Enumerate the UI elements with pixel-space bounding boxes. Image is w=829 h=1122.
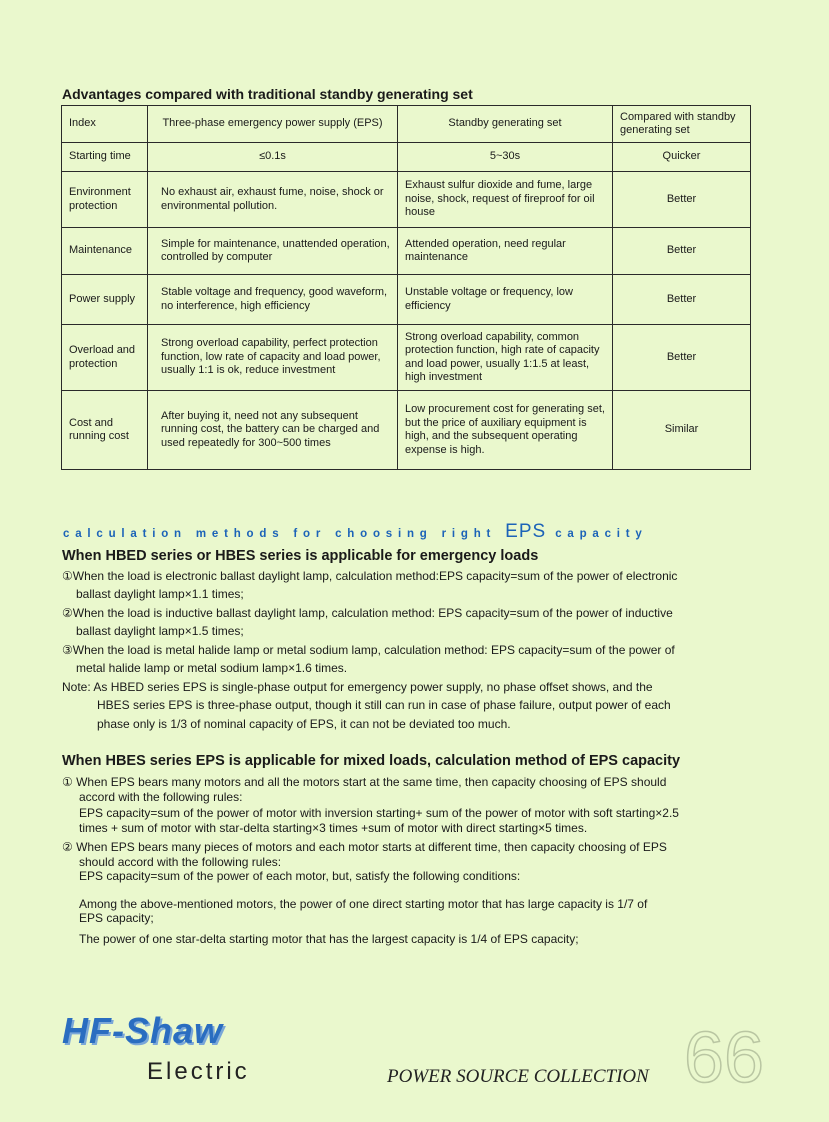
calc-heading-suffix: capacity — [555, 528, 648, 540]
page-number: 66 — [684, 1018, 765, 1098]
table-row — [62, 172, 751, 228]
table-header-row — [62, 106, 751, 143]
table-cell: 5~30s — [398, 143, 613, 172]
table-cell: Overload and protection — [62, 325, 148, 391]
note-line: HBES series EPS is three-phase output, though it still can run in case of phase failure, output power of each — [97, 698, 671, 712]
note-line: phase only is 1/3 of nominal capacity of EPS, it can not be deviated too much. — [97, 717, 511, 731]
footer-label: POWER SOURCE COLLECTION — [387, 1066, 649, 1087]
table-cell: ≤0.1s — [148, 143, 398, 172]
table-cell: Better — [613, 172, 751, 228]
table-cell: Maintenance — [62, 228, 148, 275]
header-cell: Index — [62, 106, 148, 143]
table-cell: Exhaust sulfur dioxide and fume, large noise, shock, request of fireproof for oil house — [398, 172, 613, 228]
body-line: accord with the following rules: — [79, 790, 243, 804]
table-cell: Strong overload capability, common protection function, high rate of capacity and load power, usually 1:1.5 at least, high investment — [398, 325, 613, 391]
section-heading: When HBED series or HBES series is applicable for emergency loads — [62, 548, 539, 564]
header-cell: Standby generating set — [398, 106, 613, 143]
body-line: times + sum of motor with star-delta starting×3 times +sum of motor with direct starting×5 times. — [79, 821, 588, 835]
note-line: Note: As HBED series EPS is single-phase output for emergency power supply, no phase offset shows, and the — [62, 680, 653, 694]
table-cell: Better — [613, 275, 751, 325]
brand-logo: HF-Shaw — [62, 1010, 224, 1051]
table-row — [62, 391, 751, 470]
table-cell: Simple for maintenance, unattended operation, controlled by computer — [148, 228, 398, 275]
section-heading: When HBES series EPS is applicable for mixed loads, calculation method of EPS capacity — [62, 753, 681, 769]
table-cell: Cost and running cost — [62, 391, 148, 470]
table-row — [62, 325, 751, 391]
table-cell: Quicker — [613, 143, 751, 172]
header-cell: Three-phase emergency power supply (EPS) — [148, 106, 398, 143]
body-line: should accord with the following rules: — [79, 855, 282, 869]
table-cell: Similar — [613, 391, 751, 470]
table-cell: After buying it, need not any subsequent running cost, the battery can be charged and used repeatedly for 300~500 times — [148, 391, 398, 470]
body-line: EPS capacity=sum of the power of motor with inversion starting+ sum of the power of motor with soft starting×2.5 — [79, 806, 679, 820]
body-line: Among the above-mentioned motors, the power of one direct starting motor that has large capacity is 1/7 of — [79, 897, 648, 911]
comparison-table — [61, 105, 751, 470]
table-row — [62, 143, 751, 172]
body-line: ① When EPS bears many motors and all the motors start at the same time, then capacity choosing of EPS should — [62, 775, 667, 789]
body-line: metal halide lamp or metal sodium lamp×1.6 times. — [76, 661, 348, 675]
body-line: EPS capacity=sum of the power of each motor, but, satisfy the following conditions: — [79, 869, 521, 883]
table-cell: Starting time — [62, 143, 148, 172]
table-cell: Environment protection — [62, 172, 148, 228]
table-row — [62, 228, 751, 275]
table-cell: Better — [613, 325, 751, 391]
table-cell: Strong overload capability, perfect protection function, low rate of capacity and load power, usually 1:1 is ok, reduce investment — [148, 325, 398, 391]
table-cell: Power supply — [62, 275, 148, 325]
header-cell: Compared with standby generating set — [613, 106, 751, 143]
table-cell: Attended operation, need regular maintenance — [398, 228, 613, 275]
body-line: The power of one star-delta starting motor that has the largest capacity is 1/4 of EPS capacity; — [79, 932, 579, 946]
table-cell: Low procurement cost for generating set, but the price of auxiliary equipment is high, and the subsequent operating expense is high. — [398, 391, 613, 470]
calc-heading-prefix: calculation methods for choosing right — [63, 528, 497, 540]
table-cell: Unstable voltage or frequency, low efficiency — [398, 275, 613, 325]
body-line: ①When the load is electronic ballast daylight lamp, calculation method:EPS capacity=sum of the power of electronic — [62, 569, 678, 583]
table-cell: Stable voltage and frequency, good waveform, no interference, high efficiency — [148, 275, 398, 325]
calc-methods-heading — [63, 521, 648, 543]
body-line: ③When the load is metal halide lamp or metal sodium lamp, calculation method: EPS capacity=sum of the power of — [62, 643, 675, 657]
body-line: EPS capacity; — [79, 911, 154, 925]
body-line: ballast daylight lamp×1.5 times; — [76, 624, 244, 638]
brand-logo-subtitle: Electric — [147, 1058, 250, 1085]
body-line: ballast daylight lamp×1.1 times; — [76, 587, 244, 601]
table-title: Advantages compared with traditional standby generating set — [62, 86, 473, 102]
table-cell: No exhaust air, exhaust fume, noise, shock or environmental pollution. — [148, 172, 398, 228]
calc-heading-eps: EPS — [505, 521, 547, 542]
body-line: ②When the load is inductive ballast daylight lamp, calculation method: EPS capacity=sum of the power of inductive — [62, 606, 673, 620]
body-line: ② When EPS bears many pieces of motors and each motor starts at different time, then capacity choosing of EPS — [62, 840, 667, 854]
table-cell: Better — [613, 228, 751, 275]
table-row — [62, 275, 751, 325]
